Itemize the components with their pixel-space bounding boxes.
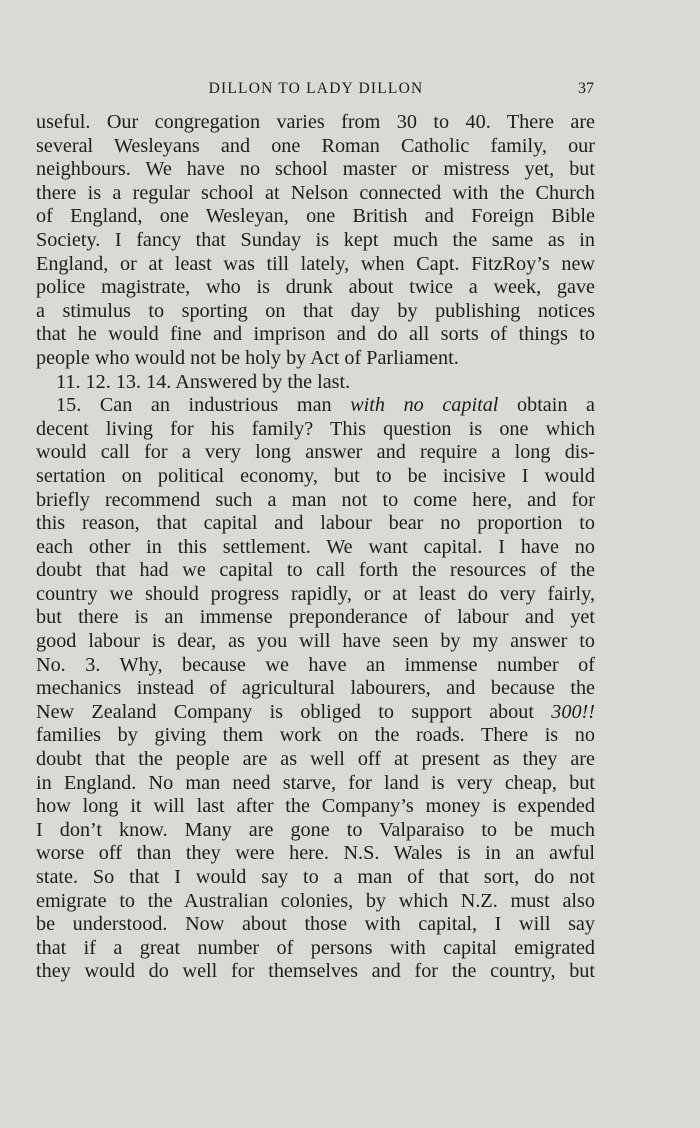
text-line: in England. No man need starve, for land is very cheap, but [36,771,595,794]
text-line: good labour is dear, as you will have seen by my answer to [36,630,595,653]
paragraph-end-line: people who would not be holy by Act of Parliament. [36,346,459,369]
text-line: doubt that had we capital to call forth the resources of the [36,559,595,582]
text-line: but there is an immense preponderance of labour and yet [36,606,595,629]
question-15-end: obtain a [498,394,596,417]
question-15-line [36,394,595,418]
text-line: emigrate to the Australian colonies, by which N.Z. must also [36,889,595,912]
text-line: there is a regular school at Nelson connected with the Church [36,181,595,204]
text-line: neighbours. We have no school master or mistress yet, but [36,158,595,181]
company-line-italic: 300!! [551,700,595,723]
text-line: this reason, that capital and labour bear no proportion to [36,512,595,535]
text-line: how long it will last after the Company’s money is expended [36,795,595,818]
text-line: sertation on political economy, but to be incisive I would [36,464,595,487]
company-line [36,701,595,725]
text-line: a stimulus to sporting on that day by publishing notices [36,299,595,322]
text-line: briefly recommend such a man not to come here, and for [36,488,595,511]
text-line: of England, one Wesleyan, one British and Foreign Bible [36,205,595,228]
running-head: DILLON TO LADY DILLON [208,80,424,97]
text-line: several Wesleyans and one Roman Catholic family, our [36,134,595,157]
answer-line: 11. 12. 13. 14. Answered by the last. [56,370,351,393]
company-line-start: New Zealand Company is obliged to support about [36,700,552,723]
question-15-italic: with no capital [350,394,499,417]
page-number: 37 [578,80,594,97]
body-text [36,111,595,984]
text-line: families by giving them work on the roads. There is no [36,724,595,747]
text-line: that if a great number of persons with capital emigrated [36,936,595,959]
text-line: England, or at least was till lately, when Capt. FitzRoy’s new [36,252,595,275]
text-line: doubt that the people are as well off at present as they are [36,748,595,771]
text-line: country we should progress rapidly, or at least do very fairly, [36,582,595,605]
text-line: useful. Our congregation varies from 30 to 40. There are [36,111,595,133]
text-line: would call for a very long answer and require a long dis- [36,441,595,464]
text-line: mechanics instead of agricultural labourers, and because the [36,677,595,700]
page-header [36,77,596,101]
text-line: each other in this settlement. We want capital. I have no [36,535,595,558]
text-line: Society. I fancy that Sunday is kept much the same as in [36,228,595,251]
text-line: police magistrate, who is drunk about twice a week, gave [36,276,595,299]
text-line: that he would fine and imprison and do all sorts of things to [36,323,595,346]
text-line: worse off than they were here. N.S. Wales is in an awful [36,842,595,865]
text-line: I don’t know. Many are gone to Valparaiso to be much [36,818,595,841]
text-line: decent living for his family? This question is one which [36,417,595,440]
text-line: No. 3. Why, because we have an immense number of [36,653,595,676]
text-line: be understood. Now about those with capital, I will say [36,913,595,936]
question-15-start: 15. Can an industrious man [56,394,351,417]
text-line: state. So that I would say to a man of that sort, do not [36,866,595,888]
text-line: they would do well for themselves and for the country, but [36,960,595,983]
